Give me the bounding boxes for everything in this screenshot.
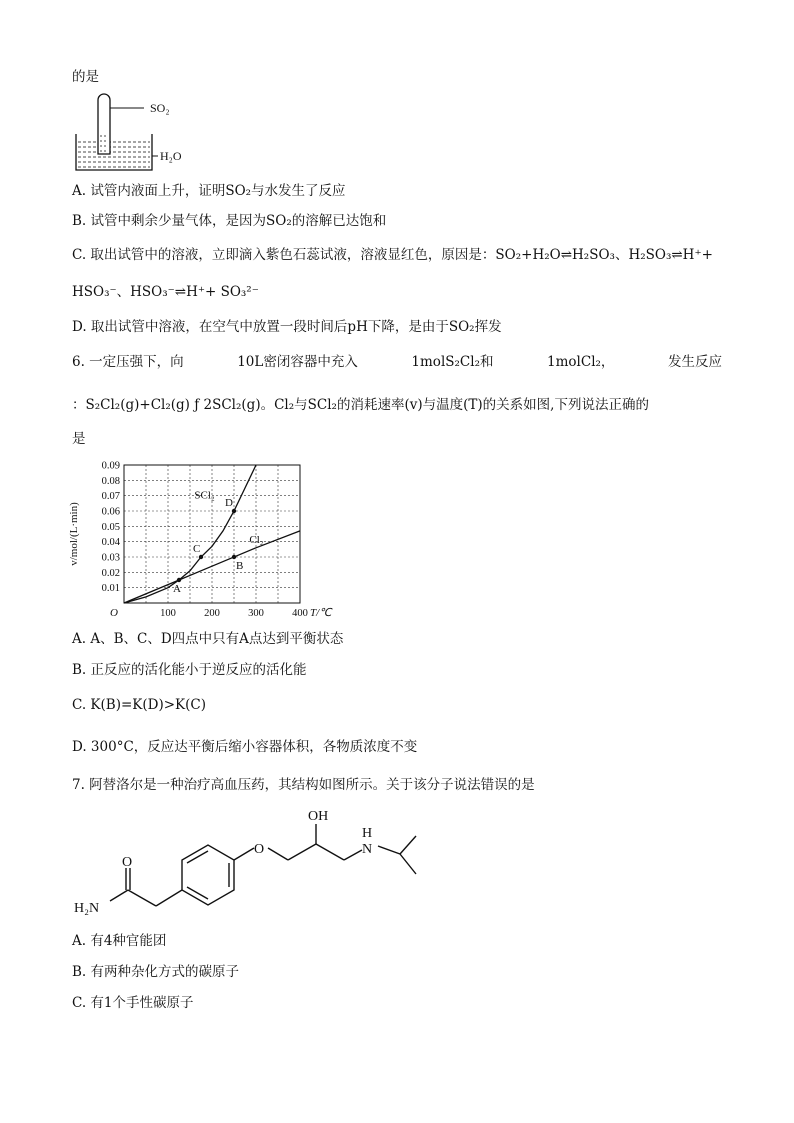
nh-n-label: N xyxy=(362,842,373,857)
y-axis-label: v/mol/(L·min) xyxy=(68,502,80,566)
q6-stem-part-c: 1molS₂Cl₂和 xyxy=(411,354,494,370)
y-tick-label: 0.07 xyxy=(101,491,120,503)
x-axis-label: T/℃ xyxy=(310,607,332,619)
origin-label: O xyxy=(110,607,118,619)
q7-stem: 7. 阿替洛尔是一种治疗高血压药，其结构如图所示。关于该分子说法错误的是 xyxy=(72,777,535,793)
h2o-label: H₂O xyxy=(160,149,182,163)
y-tick-label: 0.09 xyxy=(101,460,120,472)
q5-apparatus-figure xyxy=(70,92,200,174)
point-b xyxy=(232,555,236,559)
x-tick-label: 200 xyxy=(204,608,220,619)
q6-stem-part-b: 10L密闭容器中充入 xyxy=(237,354,358,370)
q5-option-c-line1: C. 取出试管中的溶液，立即滴入紫色石蕊试液，溶液显红色，原因是：SO₂+H₂O⇌H₂SO₃、H₂SO₃⇌H⁺+ xyxy=(72,247,713,263)
q6-stem-line1 xyxy=(72,353,722,371)
q5-option-b: B. 试管中剩余少量气体，是因为SO₂的溶解已达饱和 xyxy=(72,213,387,229)
point-label-d: D xyxy=(225,497,233,509)
x-tick-label: 300 xyxy=(248,608,264,619)
y-tick-label: 0.03 xyxy=(101,552,120,564)
q6-option-b: B. 正反应的活化能小于逆反应的活化能 xyxy=(72,662,307,678)
q6-stem-part-e: 发生反应 xyxy=(667,354,722,370)
point-d xyxy=(232,509,236,513)
y-tick-label: 0.02 xyxy=(101,567,120,579)
q7-option-a: A. 有4种官能团 xyxy=(72,933,167,949)
point-c xyxy=(199,555,203,559)
q6-stem-line3: 是 xyxy=(72,431,86,447)
chart-points xyxy=(177,509,236,582)
x-tick-label: 100 xyxy=(160,608,176,619)
point-label-c: C xyxy=(193,543,201,555)
point-label-a: A xyxy=(173,583,181,595)
point-label-b: B xyxy=(236,560,244,572)
q5-option-a: A. 试管内液面上升，证明SO₂与水发生了反应 xyxy=(72,183,346,199)
atenolol-structure xyxy=(70,800,430,925)
y-tick-label: 0.06 xyxy=(101,506,120,518)
scl2-series-label: SCl₂ xyxy=(194,489,215,502)
q6-stem-part-a: 6. 一定压强下，向 xyxy=(72,354,184,370)
chart-labels xyxy=(68,461,333,620)
q6-option-d: D. 300°C，反应达平衡后缩小容器体积，各物质浓度不变 xyxy=(72,739,418,755)
q6-option-c: C. K(B)=K(D)>K(C) xyxy=(72,697,206,713)
cl2-series-label: Cl₂ xyxy=(249,534,264,547)
y-tick-label: 0.08 xyxy=(101,475,120,487)
y-tick-label: 0.05 xyxy=(101,521,120,533)
q6-stem-line2: ：S₂Cl₂(g)+Cl₂(g) ƒ 2SCl₂(g)。Cl₂与SCl₂的消耗速率(v)与温度(T)的关系如图,下列说法正确的 xyxy=(72,397,649,413)
rate-temperature-chart xyxy=(66,455,346,621)
q6-option-a: A. A、B、C、D四点中只有A点达到平衡状态 xyxy=(72,631,344,647)
point-a xyxy=(177,578,181,582)
nh2-label: H₂N xyxy=(74,901,100,916)
oh-label: OH xyxy=(308,809,329,824)
carbonyl-o-label: O xyxy=(122,855,133,870)
y-tick-label: 0.04 xyxy=(101,537,120,549)
q5-stem-tail: 的是 xyxy=(72,69,99,85)
chart-grid xyxy=(124,465,300,603)
q6-stem-part-d: 1molCl₂， xyxy=(547,354,615,370)
y-tick-label: 0.01 xyxy=(101,583,120,595)
q7-option-b: B. 有两种杂化方式的碳原子 xyxy=(72,964,240,980)
so2-label: SO₂ xyxy=(150,101,170,115)
x-tick-label: 400 xyxy=(292,608,308,619)
q5-option-c-line2: HSO₃⁻、HSO₃⁻⇌H⁺+ SO₃²⁻ xyxy=(72,284,259,300)
q5-option-d: D. 取出试管中溶液，在空气中放置一段时间后pH下降，是由于SO₂挥发 xyxy=(72,319,502,335)
nh-h-label: H xyxy=(362,826,373,841)
q7-option-c: C. 有1个手性碳原子 xyxy=(72,995,194,1011)
ether-o-label: O xyxy=(254,842,265,857)
